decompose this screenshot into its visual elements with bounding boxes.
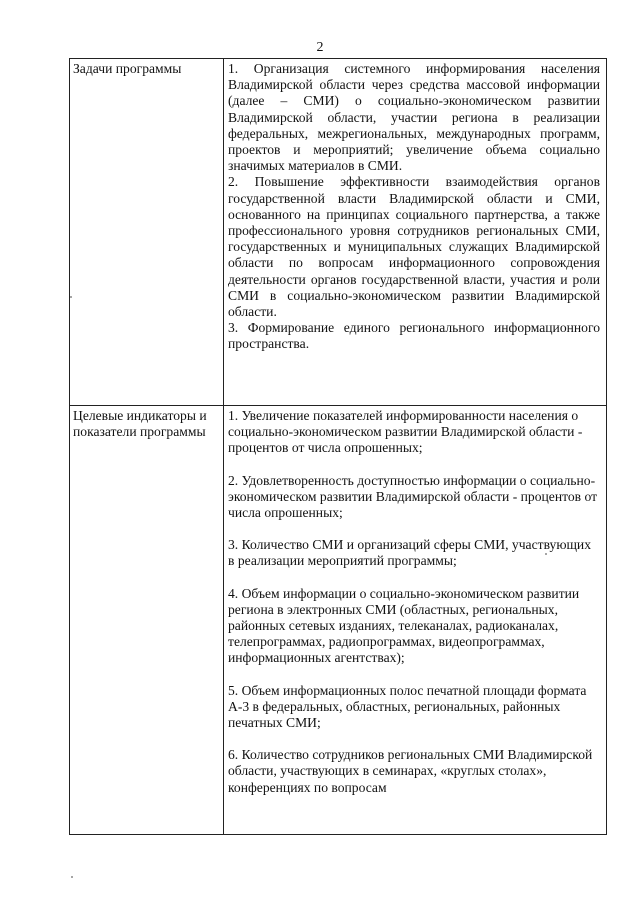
- indicators-content: [224, 406, 607, 835]
- task-paragraph-1: 1. Организация системного информирования населения Владимирской области через средства массовой информации (далее – СМИ) о социально-экономическом развитии Владимирской области, участии региона в реализации федеральных, межрегиональных, международных программ, проектов и мероприятий; увеличение объема социально значимых материалов в СМИ.: [228, 61, 600, 174]
- table-row-tasks: [70, 59, 607, 406]
- program-passport-table: [69, 58, 607, 835]
- scan-speck: [70, 296, 72, 298]
- scan-speck: [71, 876, 73, 878]
- row-label-indicators: Целевые индикаторы и показатели программы: [70, 406, 224, 835]
- page-number: 2: [316, 40, 324, 55]
- table-row-indicators: [70, 406, 607, 835]
- tasks-content: [224, 59, 607, 406]
- task-paragraph-3: 3. Формирование единого регионального информационного пространства.: [228, 320, 600, 352]
- indicator-item-2: 2. Удовлетворенность доступностью информации о социально-экономическом развитии Владимирской области - процентов от числа опрошенных;: [228, 472, 598, 521]
- indicator-item-1: 1. Увеличение показателей информированности населения о социально-экономическом развитии Владимирской области - процентов от числа опрошенных;: [228, 408, 583, 456]
- indicator-item-5: 5. Объем информационных полос печатной площади формата А-3 в федеральных, областных, региональных, районных печатных СМИ;: [228, 682, 587, 731]
- scan-speck: [545, 553, 547, 555]
- indicator-item-3: 3. Количество СМИ и организаций сферы СМИ, участвующих в реализации мероприятий программы;: [228, 537, 592, 569]
- indicator-item-6: 6. Количество сотрудников региональных СМИ Владимирской области, участвующих в семинарах, «круглых столах», конференциях по вопросам: [228, 747, 593, 795]
- indicator-item-4: 4. Объем информации о социально-экономическом развитии региона в электронных СМИ (областных, региональных, районных сетевых изданиях, телеканалах, радиоканалах, телепрограммах, радиопрограммах, видеопрограммах, информационных агентствах);: [228, 585, 580, 666]
- task-paragraph-2: 2. Повышение эффективности взаимодействия органов государственной власти Владимирской области и СМИ, основанного на принципах социального партнерства, а также профессионального уровня сотрудников региональных СМИ, государственных и муниципальных служащих Владимирской области по вопросам информационного сопровождения деятельности органов государственной власти, участия и роли СМИ в социально-экономическом развитии Владимирской области.: [228, 174, 600, 320]
- row-label-tasks: Задачи программы: [70, 59, 224, 406]
